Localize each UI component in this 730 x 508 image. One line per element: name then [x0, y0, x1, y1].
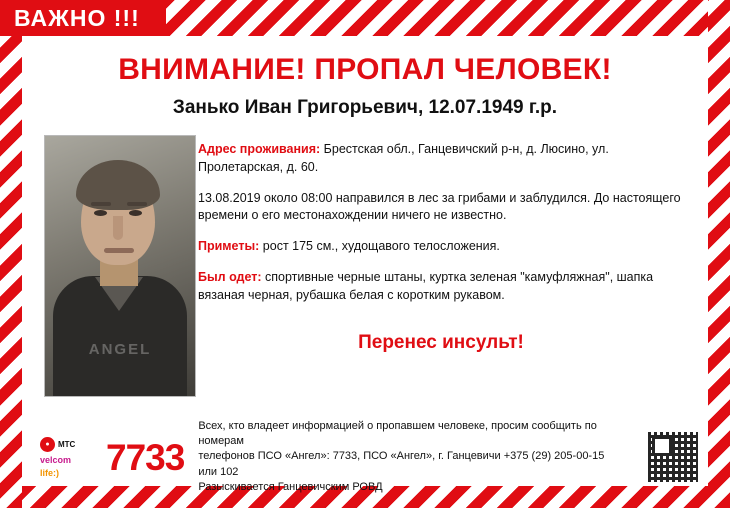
detail-address-text: Брестская обл., Ганцевичский р-н, д. Люсино, ул. Пролетарская, д. 60. — [198, 142, 609, 174]
detail-clothing — [198, 269, 684, 305]
detail-appearance — [198, 238, 684, 256]
photo-brow-left — [91, 202, 111, 206]
detail-clothing-text: спортивные черные штаны, куртка зеленая "камуфляжная", шапка вязаная черная, рубашка белая с коротким рукавом. — [198, 269, 654, 302]
mts-label: МТС — [58, 439, 76, 449]
photo-watermark: ANGEL — [88, 341, 152, 358]
detail-circumstances-text: 13.08.2019 около 08:00 направился в лес за грибами и заблудился. До настоящего времени о его местонахождении ничего не известно. — [198, 190, 681, 223]
footer-line-1: Всех, кто владеет информацией о пропавшем человеке, просим сообщить по номерам — [198, 420, 597, 448]
footer-line-4: Разыскивается Ганцевичским РОВД — [198, 480, 383, 493]
detail-appearance-text: рост 175 см., худощавого телосложения. — [259, 239, 500, 253]
footer-line-2: телефонов ПСО «Ангел»: 7733, ПСО «Ангел», г. Ганцевичи +375 (29) 205-00-15 — [198, 450, 605, 463]
short-number: 7733 — [106, 436, 185, 478]
detail-clothing-label: Был одет: — [198, 269, 262, 284]
poster-body — [22, 36, 708, 493]
important-banner: ВАЖНО !!! — [0, 0, 166, 36]
hazard-stripe-left — [0, 0, 22, 508]
person-name-dob: Занько Иван Григорьевич, 12.07.1949 г.р. — [172, 97, 558, 118]
photo-mouth — [104, 248, 134, 253]
photo-nose — [113, 216, 123, 240]
photo-eye-right — [129, 210, 142, 216]
operator-logos — [22, 437, 102, 478]
detail-address-label: Адрес проживания: — [198, 142, 321, 156]
velcom-label: velcom — [40, 454, 72, 465]
content-area — [22, 135, 708, 428]
person-photo — [44, 135, 196, 397]
operator-mts — [40, 437, 102, 452]
page-title: ВНИМАНИЕ! ПРОПАЛ ЧЕЛОВЕК! — [118, 53, 612, 86]
photo-column — [22, 135, 198, 428]
photo-eye-left — [94, 210, 107, 216]
medical-note: Перенес инсульт! — [358, 332, 524, 354]
hazard-stripe-right — [708, 0, 730, 508]
detail-address — [198, 141, 684, 177]
footer-text — [198, 419, 648, 495]
qr-code — [648, 432, 698, 482]
details-column — [198, 135, 708, 428]
photo-brow-right — [127, 202, 147, 206]
mts-egg-icon: ● — [40, 437, 55, 452]
footer-line-3: или 102 — [198, 465, 239, 478]
detail-appearance-label: Приметы: — [198, 239, 260, 253]
life-label: life:) — [40, 467, 59, 478]
detail-circumstances — [198, 190, 684, 226]
contact-footer — [22, 420, 708, 493]
